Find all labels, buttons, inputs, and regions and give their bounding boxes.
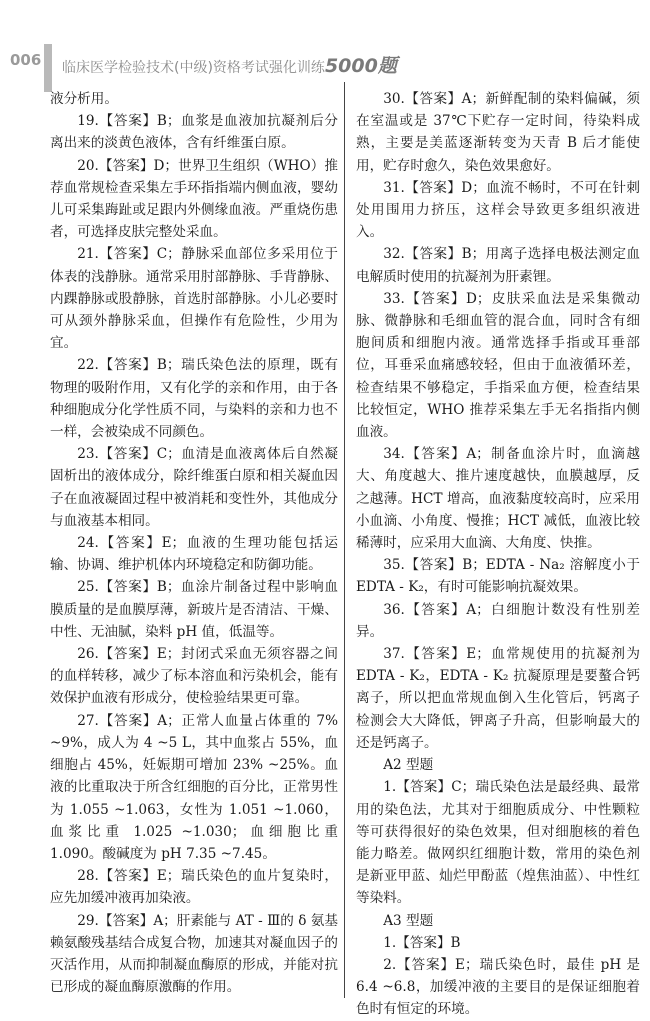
answer-paragraph: 24.【答案】E；血液的生理功能包括运输、协调、维护机体内环境稳定和防御功能。 (50, 535, 338, 574)
book-title-prefix: 临床医学检验技术(中级)资格考试强化训练 (62, 60, 325, 76)
answer-paragraph: 液分析用。 (50, 91, 118, 107)
answer-paragraph: 1.【答案】C；瑞氏染色法是最经典、最常用的染色法，尤其对于细胞质成分、中性颗粒等可获得很好的染色效果，但对细胞核的着色能力略差。做网织红细胞计数，常用的染色剂是新亚甲蓝、灿烂甲酚蓝（煌焦油蓝）、中性红等染料。 (356, 779, 640, 907)
header-bar (44, 44, 52, 92)
answer-paragraph: 20.【答案】D；世界卫生组织（WHO）推荐血常规检查采集左手环指指端内侧血液，婴幼儿可采集踇趾或足跟内外侧缘血液。严重烧伤患者，可选择皮肤完整处采血。 (50, 157, 338, 241)
answer-paragraph: 26.【答案】E；封闭式采血无须容器之间的血样转移，减少了标本溶血和污染机会，能有效保护血液有形成分，使检验结果更可靠。 (50, 646, 338, 707)
answer-paragraph: 22.【答案】B；瑞氏染色法的原理，既有物理的吸附作用，又有化学的亲和作用，由于各种细胞成分化学性质不同，与染料的亲和力也不一样，会被染成不同颜色。 (50, 357, 338, 441)
right-column (356, 88, 640, 1021)
answer-paragraph: 36.【答案】A；白细胞计数没有性别差异。 (356, 601, 640, 640)
section-heading: A3 型题 (383, 912, 434, 929)
left-column (50, 88, 338, 998)
answer-paragraph: 25.【答案】B；血涂片制备过程中影响血膜质量的是血膜厚薄，新玻片是否清洁、干燥、中性、无油腻，染料 pH 值，低温等。 (50, 579, 338, 640)
answer-paragraph: 27.【答案】A；正常人血量占体重的 7% ~9%，成人为 4 ~5 L，其中血浆占 55%，血细胞占 45%，妊娠期可增加 23% ~25%。血液的比重取决于所含红细胞的百分比，正常男性为 1.055 ~1.063，女性为 1.051 ~1.060，血浆比重 1.025 ~1.030；血细胞比重 1.090。酸碱度为 pH 7.35 ~7.45。 (50, 712, 338, 862)
answer-paragraph: 2.【答案】E；瑞氏染色时，最佳 pH 是 6.4 ~6.8，加缓冲液的主要目的是保证细胞着色时有恒定的环境。 (356, 956, 640, 1018)
answer-paragraph: 19.【答案】B；血浆是血液加抗凝剂后分离出来的淡黄色液体，含有纤维蛋白原。 (50, 113, 338, 152)
answer-paragraph: 31.【答案】D；血流不畅时，不可在针刺处用围用力挤压，这样会导致更多组织液进入。 (356, 179, 640, 241)
answer-paragraph: 29.【答案】A；肝素能与 AT - Ⅲ的 δ 氨基赖氨酸残基结合成复合物，加速其对凝血因子的灭活作用，从而抑制凝血酶原的形成，并能对抗已形成的凝血酶原激酶的作用。 (50, 912, 338, 996)
answer-paragraph: 35.【答案】B；EDTA - Na₂ 溶解度小于 EDTA - K₂，有时可能影响抗凝效果。 (356, 557, 640, 596)
page-header (0, 44, 650, 77)
answer-paragraph: 33.【答案】D；皮肤采血法是采集微动脉、微静脉和毛细血管的混合血，同时含有细胞间质和细胞内液。通常选择手指或耳垂部位，耳垂采血痛感较轻，但由于血液循环差，检查结果不够稳定，手指采血方便，检查结果比较恒定，WHO 推荐采集左手无名指指内侧血液。 (356, 290, 640, 441)
answer-paragraph: 21.【答案】C；静脉采血部位多采用位于体表的浅静脉。通常采用肘部静脉、手背静脉、内踝静脉或股静脉，首选肘部静脉。小儿必要时可从颈外静脉采血，但操作有危险性，少用为宜。 (50, 246, 338, 352)
column-divider (344, 82, 345, 998)
book-title-number: 5000题 (324, 55, 397, 77)
answer-paragraph: 32.【答案】B；用离子选择电极法测定血电解质时使用的抗凝剂为肝素锂。 (356, 246, 640, 285)
answer-paragraph: 34.【答案】A；制备血涂片时，血滴越大、角度越大、推片速度越快，血膜越厚，反之越薄。HCT 增高，血液黏度较高时，应采用小血滴、小角度、慢推；HCT 减低，血液比较稀薄时，应采用大血滴、大角度、快推。 (356, 446, 640, 552)
book-title (62, 51, 397, 78)
answer-paragraph: 28.【答案】E；瑞氏染色的血片复染时，应先加缓冲液再加染液。 (50, 868, 338, 907)
answer-paragraph: 30.【答案】A；新鲜配制的染料偏碱，须在室温或是 37℃下贮存一定时间，待染料成熟，主要是美蓝逐渐转变为天青 B 后才能使用，贮存时愈久，染色效果愈好。 (356, 91, 640, 174)
answer-paragraph: 37.【答案】E；血常规使用的抗凝剂为 EDTA - K₂，EDTA - K₂ 抗凝原理是要螯合钙离子，所以把血常规血倒入生化管后，钙离子检测会大大降低，钾离子升高，但影响最大的还是钙离子。 (356, 646, 640, 751)
page-number: 006 (10, 51, 42, 69)
answer-paragraph: 23.【答案】C；血清是血液离体后自然凝固析出的液体成分，除纤维蛋白原和相关凝血因子在血液凝固过程中被消耗和变性外，其他成分与血液基本相同。 (50, 446, 338, 529)
answer-paragraph: 1.【答案】B (383, 934, 461, 951)
section-heading: A2 型题 (383, 757, 434, 774)
